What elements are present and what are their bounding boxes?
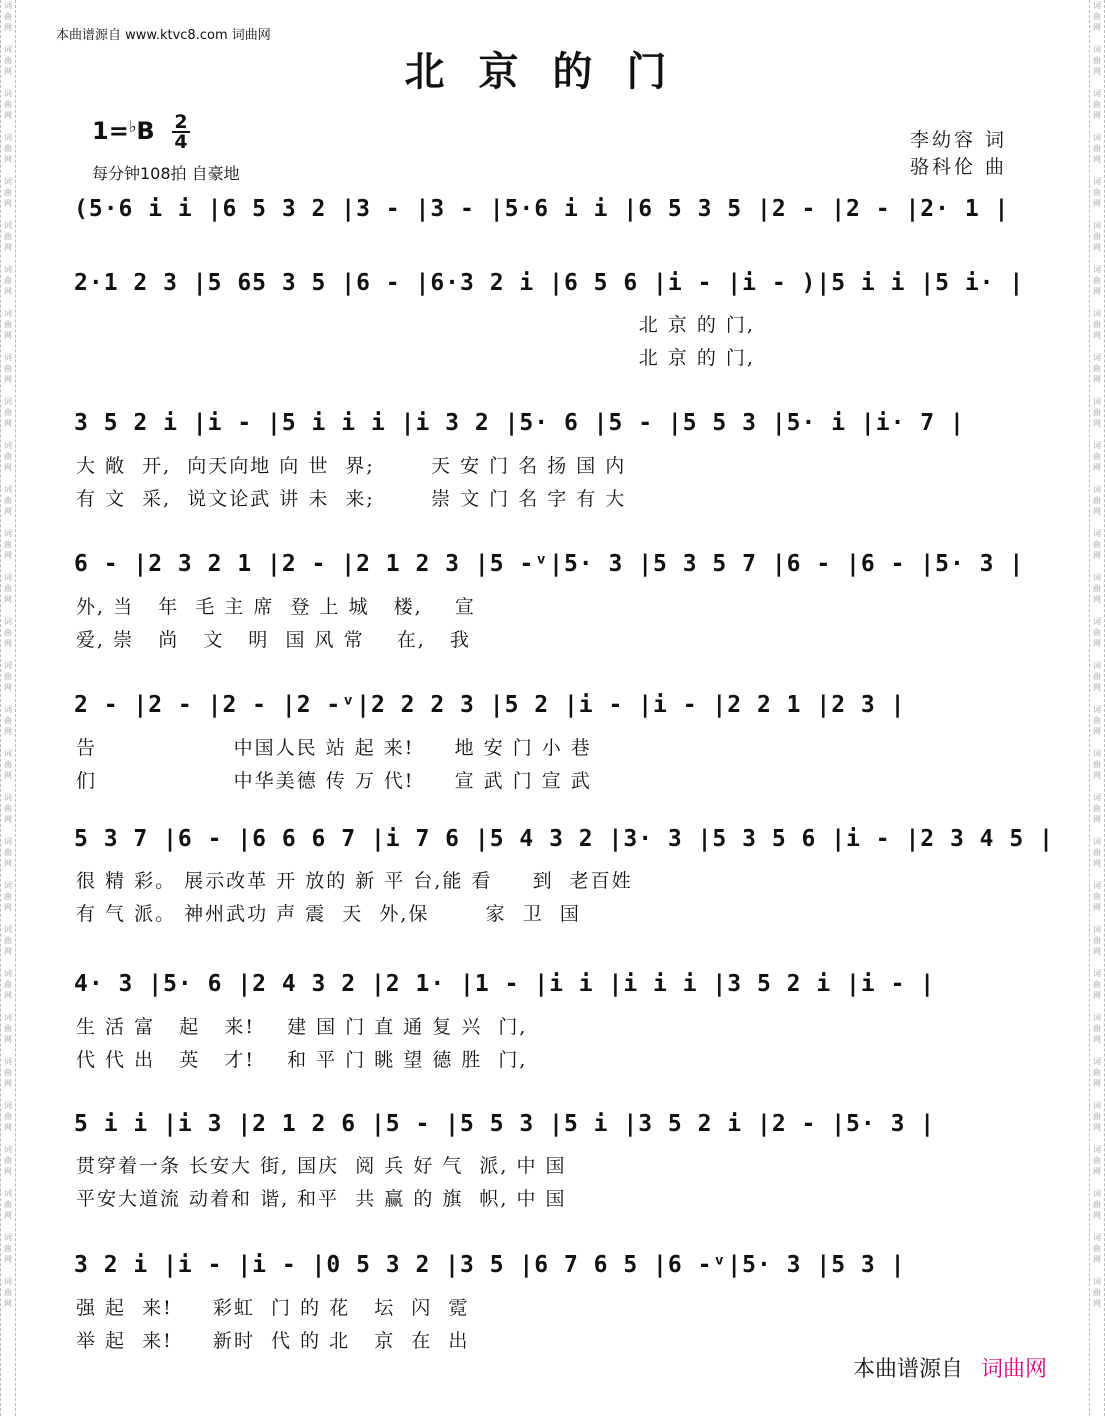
lyric-row-8-verse2: 平安大道流 动着和 谐, 和平 共 赢 的 旗 帜, 中 国 (76, 1188, 567, 1210)
lyric-row-2-verse1: 北 京 的 门, (76, 314, 755, 336)
lyric-row-7-verse1: 生 活 富 起 来! 建 国 门 直 通 复 兴 门, (76, 1016, 528, 1038)
score-row-3: 3 5 2 i |i - |5 i i i |i 3 2 |5· 6 |5 - |5 5 3 |5· i |i· 7 | (74, 410, 965, 436)
time-numerator: 2 (172, 113, 190, 133)
song-title: 北京的门 (404, 48, 701, 95)
score-row-4: 6 - |2 3 2 1 |2 - |2 1 2 3 |5 -ᵛ|5· 3 |5 3 5 7 |6 - |6 - |5· 3 | (74, 551, 1025, 577)
key-signature (92, 117, 155, 145)
score-row-1: (5·6 i i |6 5 3 2 |3 - |3 - |5·6 i i |6 5 3 5 |2 - |2 - |2· 1 | (74, 196, 1010, 222)
footer-site-label: 词曲网 (980, 1357, 1047, 1382)
lyric-row-9-verse1: 强 起 来! 彩虹 门 的 花 坛 闪 霓 (76, 1297, 470, 1319)
time-signature (172, 113, 190, 151)
lyric-row-5-verse2: 们 中华美德 传 万 代! 宣 武 门 宣 武 (76, 770, 592, 792)
lyric-row-9-verse2: 举 起 来! 新时 代 的 北 京 在 出 (76, 1330, 470, 1352)
key-prefix: 1= (92, 117, 129, 145)
footer-source-label: 本曲谱源自 (852, 1357, 963, 1382)
source-note: 本曲谱源自 www.ktvc8.com 词曲网 (56, 28, 271, 43)
score-row-2: 2·1 2 3 |5 65 3 5 |6 - |6·3 2 i |6 5 6 |i - |i - )|5 i i |5 i· | (74, 270, 1025, 296)
key-note: B (136, 117, 155, 145)
composer-credit: 骆科伦 曲 (909, 156, 1007, 178)
lyric-row-7-verse2: 代 代 出 英 才! 和 平 门 眺 望 德 胜 门, (76, 1049, 528, 1071)
lyric-row-8-verse1: 贯穿着一条 长安大 街, 国庆 阅 兵 好 气 派, 中 国 (76, 1155, 567, 1177)
time-denominator: 4 (174, 131, 188, 153)
lyric-row-2-verse2: 北 京 的 门, (76, 347, 755, 369)
left-watermark-strip: 词 曲 网 词 曲 网 词 曲 网 词 曲 网 词 曲 网 词 曲 网 词 曲 网 词 曲 网 词 曲 网 词 曲 网 词 曲 网 词 曲 网 词 曲 网 词 曲 网 词 曲 网 词 曲 网 词 曲 网 词 曲 网 词 曲 网 词 曲 网 词 曲 网 词 曲 网 词 曲 网 词 曲 网 词 曲 网 词 曲 网 词 曲 网 词 曲 网 词 曲 网 词 曲 网 (0, 0, 16, 1416)
score-row-9: 3 2 i |i - |i - |0 5 3 2 |3 5 |6 7 6 5 |6 -ᵛ|5· 3 |5 3 | (74, 1252, 906, 1278)
lyricist-credit: 李幼容 词 (909, 129, 1007, 151)
lyric-row-3-verse2: 有 文 采, 说文论武 讲 未 来; 崇 文 门 名 字 有 大 (76, 488, 627, 510)
score-row-5: 2 - |2 - |2 - |2 -ᵛ|2 2 2 3 |5 2 |i - |i - |2 2 1 |2 3 | (74, 692, 906, 718)
right-watermark-strip: 词 曲 网 词 曲 网 词 曲 网 词 曲 网 词 曲 网 词 曲 网 词 曲 网 词 曲 网 词 曲 网 词 曲 网 词 曲 网 词 曲 网 词 曲 网 词 曲 网 词 曲 网 词 曲 网 词 曲 网 词 曲 网 词 曲 网 词 曲 网 词 曲 网 词 曲 网 词 曲 网 词 曲 网 词 曲 网 词 曲 网 词 曲 网 词 曲 网 词 曲 网 词 曲 网 (1089, 0, 1105, 1416)
score-row-7: 4· 3 |5· 6 |2 4 3 2 |2 1· |1 - |i i |i i i |3 5 2 i |i - | (74, 971, 936, 997)
lyric-row-3-verse1: 大 敞 开, 向天向地 向 世 界; 天 安 门 名 扬 国 内 (76, 455, 627, 477)
lyric-row-4-verse2: 爱, 崇 尚 文 明 国 风 常 在, 我 (76, 629, 471, 651)
lyric-row-5-verse1: 告 中国人民 站 起 来! 地 安 门 小 巷 (76, 737, 592, 759)
tempo-marking: 每分钟108拍 自豪地 (92, 164, 240, 183)
flat-sign: ♭ (128, 117, 137, 136)
footer-source (853, 1352, 1047, 1383)
score-row-6: 5 3 7 |6 - |6 6 6 7 |i 7 6 |5 4 3 2 |3· 3 |5 3 5 6 |i - |2 3 4 5 | (74, 826, 1054, 852)
lyric-row-4-verse1: 外, 当 年 毛 主 席 登 上 城 楼, 宣 (76, 596, 476, 618)
lyric-row-6-verse2: 有 气 派。 神州武功 声 震 天 外,保 家 卫 国 (76, 903, 581, 925)
lyric-row-6-verse1: 很 精 彩。 展示改革 开 放的 新 平 台,能 看 到 老百姓 (76, 870, 633, 892)
score-row-8: 5 i i |i 3 |2 1 2 6 |5 - |5 5 3 |5 i |3 5 2 i |2 - |5· 3 | (74, 1111, 936, 1137)
